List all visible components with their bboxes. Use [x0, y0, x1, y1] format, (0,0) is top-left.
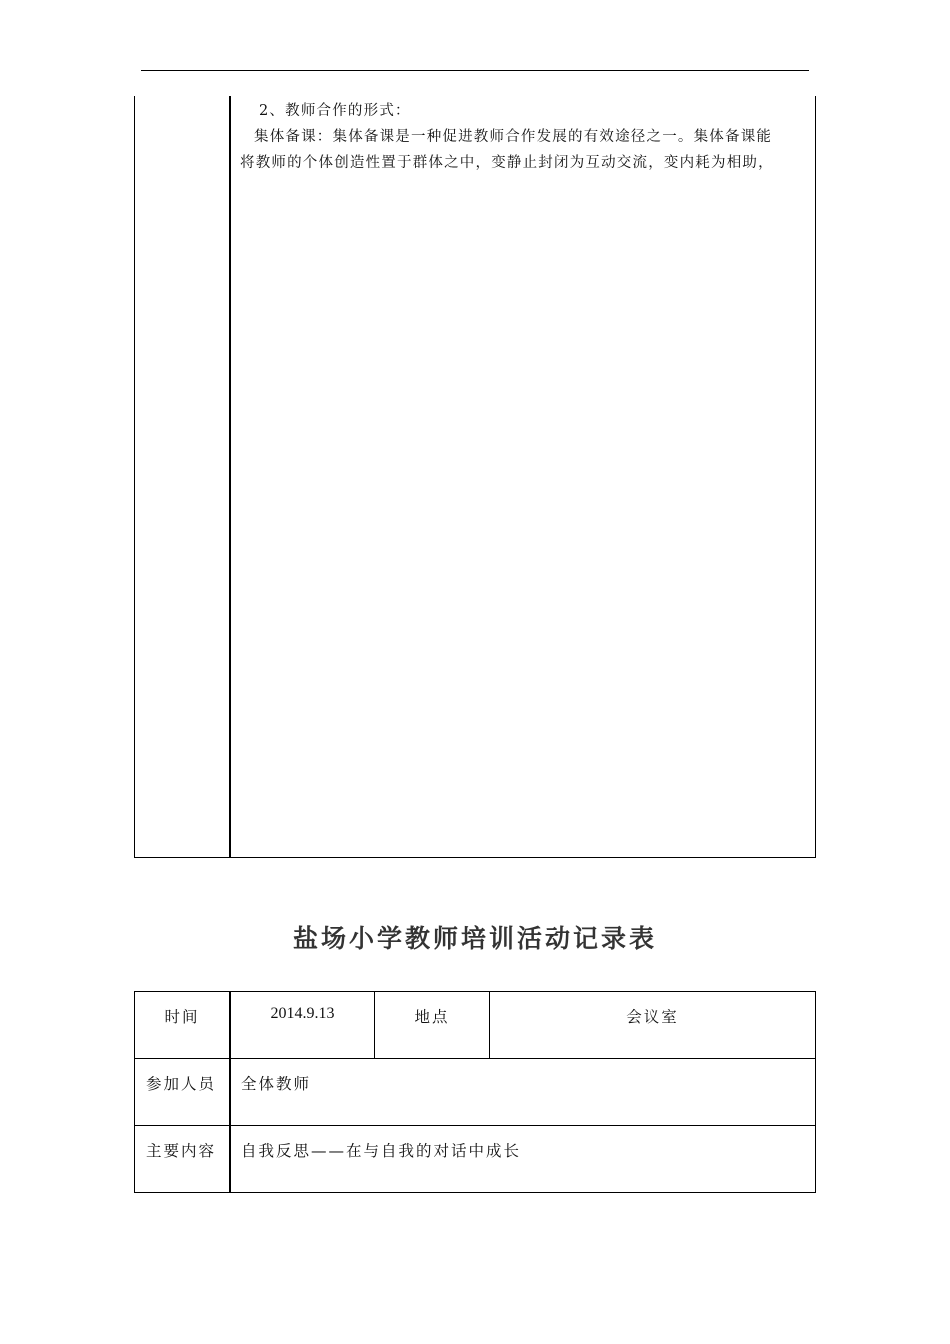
- place-value: 会议室: [626, 1008, 679, 1026]
- body-line-2: 集体备课：集体备课是一种促进教师合作发展的有效途径之一。集体备课能: [254, 129, 773, 145]
- content-value: 自我反思——在与自我的对话中成长: [241, 1142, 522, 1160]
- body-line-1: 2、教师合作的形式：: [259, 103, 411, 119]
- continuation-body: [240, 98, 810, 176]
- participants-label: 参加人员: [146, 1075, 217, 1093]
- header-rule: [141, 70, 809, 71]
- row-divider-2: [135, 1125, 815, 1126]
- row-divider-1: [135, 1058, 815, 1059]
- body-line-3: 将教师的个体创造性置于群体之中，变静止封闭为互动交流，变内耗为相助，: [240, 155, 774, 171]
- record-title: 盐场小学教师培训活动记录表: [292, 924, 657, 953]
- record-table: [134, 991, 816, 1193]
- participants-value: 全体教师: [241, 1075, 312, 1093]
- time-label: 时间: [164, 1008, 200, 1026]
- time-value: 2014.9.13: [270, 1005, 335, 1022]
- column-divider: [229, 96, 231, 857]
- content-label: 主要内容: [146, 1142, 217, 1160]
- continuation-table: [134, 96, 816, 858]
- place-label: 地点: [414, 1008, 450, 1026]
